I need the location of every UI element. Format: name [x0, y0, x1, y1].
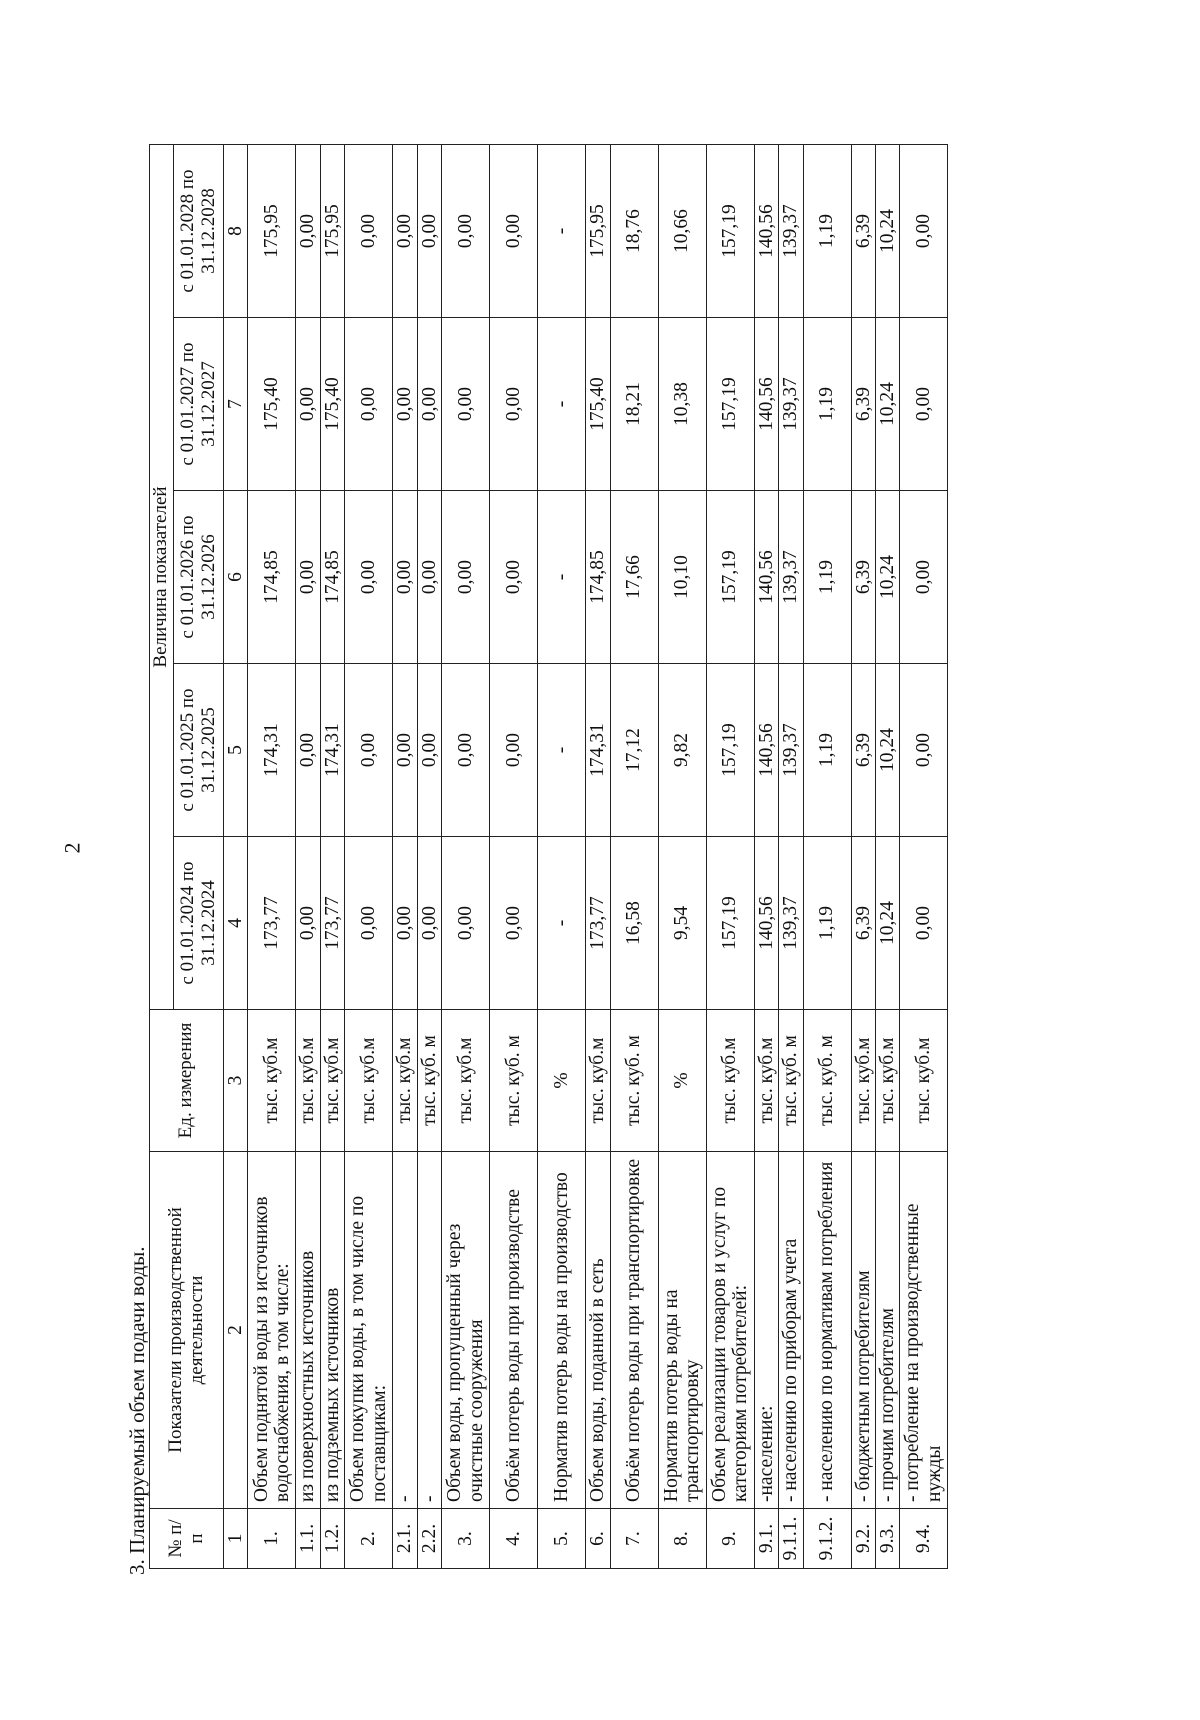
- row-indicator-name: Объём потерь воды при транспортировке: [610, 1152, 658, 1509]
- table-row: [875, 145, 899, 1569]
- row-value: 0,00: [900, 837, 948, 1010]
- table-row: [442, 145, 490, 1569]
- row-unit: тыс. куб.м: [586, 1010, 610, 1152]
- row-value: 1,19: [803, 837, 851, 1010]
- row-value: 174,31: [586, 664, 610, 837]
- row-unit: тыс. куб. м: [417, 1010, 441, 1152]
- row-value: -: [538, 145, 586, 318]
- row-value: 157,19: [706, 837, 754, 1010]
- row-value: 0,00: [417, 318, 441, 491]
- row-value: 0,00: [296, 837, 320, 1010]
- row-value: 0,00: [393, 145, 417, 318]
- table-row: [803, 145, 851, 1569]
- row-value: -: [538, 837, 586, 1010]
- table-row: [320, 145, 344, 1569]
- table-row: [658, 145, 706, 1569]
- row-unit: тыс. куб.м: [706, 1010, 754, 1152]
- row-value: 173,77: [248, 837, 296, 1010]
- row-value: 0,00: [345, 491, 393, 664]
- column-number: 8: [224, 145, 248, 318]
- table-row: [779, 145, 803, 1569]
- column-number: 3: [224, 1010, 248, 1152]
- row-value: 140,56: [754, 664, 778, 837]
- row-value: 140,56: [754, 491, 778, 664]
- row-value: 16,58: [610, 837, 658, 1010]
- row-value: 9,82: [658, 664, 706, 837]
- row-unit: тыс. куб. м: [490, 1010, 538, 1152]
- row-value: 175,40: [320, 318, 344, 491]
- row-value: 175,40: [248, 318, 296, 491]
- row-value: 9,54: [658, 837, 706, 1010]
- row-indicator-name: - бюджетным потребителям: [851, 1152, 875, 1509]
- row-value: 17,12: [610, 664, 658, 837]
- row-indicator-name: Норматив потерь воды на транспортировку: [658, 1152, 706, 1509]
- row-value: 174,31: [320, 664, 344, 837]
- row-unit: тыс. куб.м: [900, 1010, 948, 1152]
- row-value: 0,00: [345, 837, 393, 1010]
- row-value: 10,24: [875, 837, 899, 1010]
- row-value: 0,00: [393, 837, 417, 1010]
- row-value: 6,39: [851, 491, 875, 664]
- row-value: -: [538, 664, 586, 837]
- table-row: [417, 145, 441, 1569]
- header-period: с 01.01.2026 по 31.12.2026: [174, 491, 224, 664]
- row-value: 174,85: [320, 491, 344, 664]
- row-unit: тыс. куб.м: [393, 1010, 417, 1152]
- row-number: 9.1.2.: [803, 1509, 851, 1569]
- row-value: 0,00: [296, 318, 320, 491]
- row-value: 0,00: [393, 318, 417, 491]
- row-value: 0,00: [345, 318, 393, 491]
- row-number: 3.: [442, 1509, 490, 1569]
- row-value: 174,85: [248, 491, 296, 664]
- row-value: 0,00: [417, 491, 441, 664]
- row-value: 175,40: [586, 318, 610, 491]
- row-value: 157,19: [706, 664, 754, 837]
- row-indicator-name: - прочим потребителям: [875, 1152, 899, 1509]
- row-value: 6,39: [851, 664, 875, 837]
- row-value: 10,38: [658, 318, 706, 491]
- column-number: 5: [224, 664, 248, 837]
- row-indicator-name: Норматив потерь воды на производство: [538, 1152, 586, 1509]
- row-value: 173,77: [586, 837, 610, 1010]
- row-unit: тыс. куб. м: [610, 1010, 658, 1152]
- table-row: [610, 145, 658, 1569]
- header-period: с 01.01.2024 по 31.12.2024: [174, 837, 224, 1010]
- row-unit: тыс. куб.м: [320, 1010, 344, 1152]
- column-number: 6: [224, 491, 248, 664]
- table-row: [345, 145, 393, 1569]
- row-number: 1.2.: [320, 1509, 344, 1569]
- row-value: 0,00: [296, 491, 320, 664]
- row-value: 175,95: [320, 145, 344, 318]
- row-value: 0,00: [490, 318, 538, 491]
- row-value: 140,56: [754, 145, 778, 318]
- row-value: 18,76: [610, 145, 658, 318]
- column-number: 1: [224, 1509, 248, 1569]
- row-unit: тыс. куб. м: [803, 1010, 851, 1152]
- row-value: 0,00: [417, 145, 441, 318]
- row-indicator-name: Объём потерь воды при производстве: [490, 1152, 538, 1509]
- header-indicator: Показатели производственной деятельности: [150, 1152, 224, 1509]
- row-indicator-name: Объем воды, пропущенный через очистные сооружения: [442, 1152, 490, 1509]
- header-period: с 01.01.2027 по 31.12.2027: [174, 318, 224, 491]
- column-number: 7: [224, 318, 248, 491]
- row-indicator-name: Объем реализации товаров и услуг по категориям потребителей:: [706, 1152, 754, 1509]
- row-value: 10,10: [658, 491, 706, 664]
- row-value: 0,00: [900, 664, 948, 837]
- row-number: 9.: [706, 1509, 754, 1569]
- row-number: 6.: [586, 1509, 610, 1569]
- row-value: 0,00: [296, 145, 320, 318]
- row-value: 0,00: [417, 664, 441, 837]
- row-value: 0,00: [490, 145, 538, 318]
- row-number: 2.1.: [393, 1509, 417, 1569]
- row-unit: тыс. куб.м: [248, 1010, 296, 1152]
- row-value: -: [538, 318, 586, 491]
- header-unit: Ед. измерения: [150, 1010, 224, 1152]
- row-value: 157,19: [706, 491, 754, 664]
- row-number: 8.: [658, 1509, 706, 1569]
- table-row: [851, 145, 875, 1569]
- section-title: 3. Планируемый объем подачи воды.: [125, 1246, 149, 1575]
- header-values-group: Величина показателей: [150, 145, 174, 1010]
- row-unit: тыс. куб.м: [345, 1010, 393, 1152]
- row-value: 10,24: [875, 664, 899, 837]
- table-body: [248, 145, 948, 1569]
- row-value: 10,24: [875, 145, 899, 318]
- table-row: [706, 145, 754, 1569]
- row-indicator-name: -население:: [754, 1152, 778, 1509]
- row-indicator-name: -: [417, 1152, 441, 1509]
- row-value: 139,37: [779, 318, 803, 491]
- row-value: 140,56: [754, 318, 778, 491]
- row-number: 9.1.: [754, 1509, 778, 1569]
- row-indicator-name: - населению по приборам учета: [779, 1152, 803, 1509]
- row-number: 4.: [490, 1509, 538, 1569]
- row-value: 0,00: [900, 491, 948, 664]
- page-number: 2: [59, 842, 85, 854]
- row-value: 0,00: [345, 664, 393, 837]
- row-indicator-name: Объем поднятой воды из источников водоснабжения, в том числе:: [248, 1152, 296, 1509]
- row-value: 174,85: [586, 491, 610, 664]
- row-value: 139,37: [779, 664, 803, 837]
- column-number: 2: [224, 1152, 248, 1509]
- row-value: 0,00: [442, 318, 490, 491]
- row-value: 173,77: [320, 837, 344, 1010]
- row-unit: тыс. куб.м: [296, 1010, 320, 1152]
- rotated-page-content: [125, 145, 1200, 1575]
- row-value: 1,19: [803, 491, 851, 664]
- row-value: 140,56: [754, 837, 778, 1010]
- row-unit: тыс. куб. м: [779, 1010, 803, 1152]
- header-row-group: [150, 145, 174, 1569]
- row-number: 9.2.: [851, 1509, 875, 1569]
- row-value: 0,00: [442, 491, 490, 664]
- row-number: 9.1.1.: [779, 1509, 803, 1569]
- row-number: 1.1.: [296, 1509, 320, 1569]
- row-value: 0,00: [442, 664, 490, 837]
- row-value: 0,00: [900, 145, 948, 318]
- row-indicator-name: из подземных источников: [320, 1152, 344, 1509]
- row-number: 2.: [345, 1509, 393, 1569]
- row-indicator-name: -: [393, 1152, 417, 1509]
- table-row: [900, 145, 948, 1569]
- row-value: 139,37: [779, 837, 803, 1010]
- table-row: [754, 145, 778, 1569]
- row-number: 7.: [610, 1509, 658, 1569]
- row-unit: тыс. куб.м: [442, 1010, 490, 1152]
- row-value: 157,19: [706, 145, 754, 318]
- row-value: 6,39: [851, 837, 875, 1010]
- row-indicator-name: Объем покупки воды, в том числе по поставщикам:: [345, 1152, 393, 1509]
- row-number: 9.4.: [900, 1509, 948, 1569]
- table-row: [248, 145, 296, 1569]
- table-row: [586, 145, 610, 1569]
- row-value: 6,39: [851, 145, 875, 318]
- row-indicator-name: Объем воды, поданной в сеть: [586, 1152, 610, 1509]
- row-value: 1,19: [803, 318, 851, 491]
- table-row: [538, 145, 586, 1569]
- row-value: 174,31: [248, 664, 296, 837]
- table-row: [393, 145, 417, 1569]
- row-unit: тыс. куб.м: [851, 1010, 875, 1152]
- row-value: 0,00: [296, 664, 320, 837]
- row-value: 17,66: [610, 491, 658, 664]
- row-value: 175,95: [586, 145, 610, 318]
- header-period: с 01.01.2028 по 31.12.2028: [174, 145, 224, 318]
- row-unit: тыс. куб.м: [875, 1010, 899, 1152]
- row-value: 6,39: [851, 318, 875, 491]
- row-value: 1,19: [803, 145, 851, 318]
- row-number: 2.2.: [417, 1509, 441, 1569]
- row-indicator-name: из поверхностных источников: [296, 1152, 320, 1509]
- row-value: 0,00: [490, 491, 538, 664]
- row-value: 10,24: [875, 318, 899, 491]
- header-num: № п/п: [150, 1509, 224, 1569]
- row-value: 0,00: [442, 837, 490, 1010]
- water-supply-table: [149, 144, 948, 1569]
- row-value: 0,00: [490, 664, 538, 837]
- row-number: 5.: [538, 1509, 586, 1569]
- row-value: 1,19: [803, 664, 851, 837]
- row-value: 139,37: [779, 145, 803, 318]
- row-value: 0,00: [417, 837, 441, 1010]
- row-indicator-name: - населению по нормативам потребления: [803, 1152, 851, 1509]
- row-unit: %: [658, 1010, 706, 1152]
- row-number: 9.3.: [875, 1509, 899, 1569]
- header-period: с 01.01.2025 по 31.12.2025: [174, 664, 224, 837]
- row-value: 0,00: [900, 318, 948, 491]
- row-value: 0,00: [345, 145, 393, 318]
- row-value: 175,95: [248, 145, 296, 318]
- row-value: 0,00: [490, 837, 538, 1010]
- table-row: [490, 145, 538, 1569]
- row-value: 18,21: [610, 318, 658, 491]
- row-value: 10,66: [658, 145, 706, 318]
- row-unit: тыс. куб.м: [754, 1010, 778, 1152]
- table-row: [296, 145, 320, 1569]
- row-value: 0,00: [442, 145, 490, 318]
- row-value: 139,37: [779, 491, 803, 664]
- row-value: 0,00: [393, 491, 417, 664]
- row-number: 1.: [248, 1509, 296, 1569]
- row-indicator-name: - потребление на производственные нужды: [900, 1152, 948, 1509]
- row-unit: %: [538, 1010, 586, 1152]
- row-value: 157,19: [706, 318, 754, 491]
- row-value: 0,00: [393, 664, 417, 837]
- header-row-column-numbers: [224, 145, 248, 1569]
- column-number: 4: [224, 837, 248, 1010]
- row-value: -: [538, 491, 586, 664]
- row-value: 10,24: [875, 491, 899, 664]
